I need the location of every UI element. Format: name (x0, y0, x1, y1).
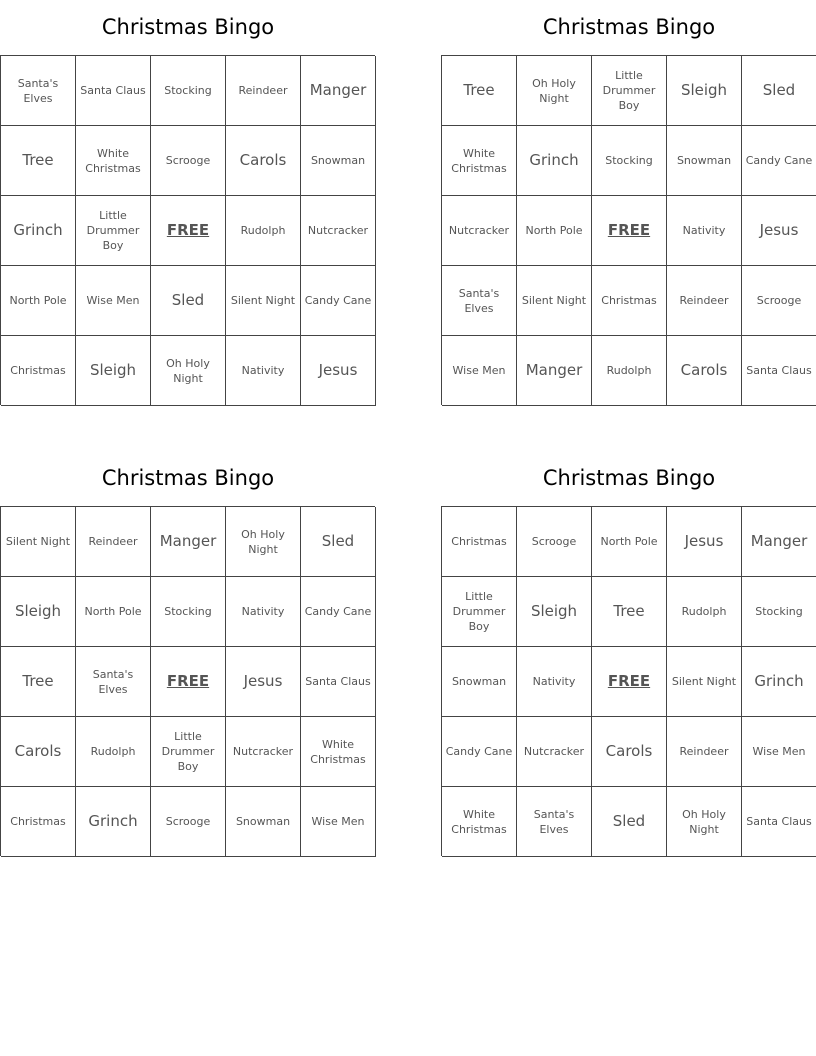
bingo-cell: Nativity (226, 577, 301, 647)
bingo-cell: Grinch (517, 126, 592, 196)
bingo-cell: Reindeer (226, 56, 301, 126)
bingo-cell: Santa Claus (742, 336, 816, 406)
bingo-cell: Rudolph (592, 336, 667, 406)
bingo-cell: Little Drummer Boy (76, 196, 151, 266)
bingo-cell: Snowman (301, 126, 376, 196)
bingo-cell: Manger (151, 507, 226, 577)
bingo-cell: Stocking (592, 126, 667, 196)
bingo-cell: Oh Holy Night (517, 56, 592, 126)
bingo-cell: Nutcracker (442, 196, 517, 266)
bingo-cell: Tree (1, 647, 76, 717)
bingo-cell: Little Drummer Boy (151, 717, 226, 787)
bingo-cell: Santa Claus (742, 787, 816, 857)
bingo-cell: Scrooge (151, 787, 226, 857)
bingo-cell: Sled (742, 56, 816, 126)
free-space: FREE (151, 196, 226, 266)
bingo-cell: Rudolph (76, 717, 151, 787)
bingo-cell: Little Drummer Boy (442, 577, 517, 647)
bingo-cell: Sleigh (76, 336, 151, 406)
bingo-grid (441, 506, 816, 856)
bingo-cell: Sleigh (667, 56, 742, 126)
bingo-cell: White Christmas (301, 717, 376, 787)
bingo-cell: Christmas (1, 787, 76, 857)
card-title: Christmas Bingo (101, 15, 275, 39)
bingo-cell: Oh Holy Night (151, 336, 226, 406)
free-space: FREE (151, 647, 226, 717)
bingo-cell: Reindeer (667, 266, 742, 336)
bingo-cell: Rudolph (667, 577, 742, 647)
bingo-cell: Scrooge (151, 126, 226, 196)
bingo-cell: Santa's Elves (517, 787, 592, 857)
card-title: Christmas Bingo (101, 466, 275, 490)
bingo-cell: North Pole (592, 507, 667, 577)
card-title: Christmas Bingo (542, 466, 716, 490)
bingo-cell: Candy Cane (301, 577, 376, 647)
bingo-cell: Manger (301, 56, 376, 126)
bingo-cell: Candy Cane (742, 126, 816, 196)
bingo-cell: Candy Cane (442, 717, 517, 787)
bingo-cell: Sleigh (1, 577, 76, 647)
bingo-cell: Nutcracker (517, 717, 592, 787)
bingo-cell: Oh Holy Night (226, 507, 301, 577)
bingo-cell: Candy Cane (301, 266, 376, 336)
bingo-cell: Nutcracker (301, 196, 376, 266)
bingo-cell: Santa's Elves (442, 266, 517, 336)
bingo-cell: Little Drummer Boy (592, 56, 667, 126)
bingo-cell: Carols (592, 717, 667, 787)
bingo-cell: Sleigh (517, 577, 592, 647)
bingo-cell: Scrooge (517, 507, 592, 577)
bingo-cell: Tree (442, 56, 517, 126)
bingo-cell: Nativity (667, 196, 742, 266)
bingo-cell: North Pole (517, 196, 592, 266)
bingo-cell: Manger (742, 507, 816, 577)
bingo-cell: Sled (592, 787, 667, 857)
bingo-cell: Nativity (517, 647, 592, 717)
bingo-cell: North Pole (76, 577, 151, 647)
bingo-cell: Tree (1, 126, 76, 196)
bingo-cell: Wise Men (442, 336, 517, 406)
bingo-cell: Nativity (226, 336, 301, 406)
bingo-cell: North Pole (1, 266, 76, 336)
bingo-cell: Silent Night (667, 647, 742, 717)
bingo-cell: White Christmas (76, 126, 151, 196)
bingo-cell: Wise Men (301, 787, 376, 857)
bingo-cell: Reindeer (667, 717, 742, 787)
bingo-cell: Wise Men (742, 717, 816, 787)
bingo-cell: Scrooge (742, 266, 816, 336)
bingo-cell: Snowman (667, 126, 742, 196)
bingo-cell: Snowman (226, 787, 301, 857)
bingo-cell: Nutcracker (226, 717, 301, 787)
bingo-cell: White Christmas (442, 126, 517, 196)
bingo-cell: Silent Night (517, 266, 592, 336)
bingo-cell: Tree (592, 577, 667, 647)
bingo-cell: Santa Claus (301, 647, 376, 717)
bingo-cell: Christmas (442, 507, 517, 577)
bingo-cell: Jesus (226, 647, 301, 717)
bingo-cell: Rudolph (226, 196, 301, 266)
bingo-cell: Grinch (742, 647, 816, 717)
bingo-cell: Silent Night (226, 266, 301, 336)
bingo-cell: White Christmas (442, 787, 517, 857)
bingo-cell: Manger (517, 336, 592, 406)
bingo-cell: Stocking (742, 577, 816, 647)
bingo-cell: Wise Men (76, 266, 151, 336)
bingo-cell: Silent Night (1, 507, 76, 577)
bingo-cell: Sled (301, 507, 376, 577)
bingo-cell: Oh Holy Night (667, 787, 742, 857)
bingo-cell: Jesus (301, 336, 376, 406)
bingo-cell: Christmas (592, 266, 667, 336)
bingo-cell: Santa's Elves (1, 56, 76, 126)
bingo-grid (441, 55, 816, 405)
card-title: Christmas Bingo (542, 15, 716, 39)
bingo-cell: Grinch (1, 196, 76, 266)
bingo-cell: Santa's Elves (76, 647, 151, 717)
free-space: FREE (592, 196, 667, 266)
bingo-cell: Stocking (151, 56, 226, 126)
bingo-cell: Carols (226, 126, 301, 196)
free-space: FREE (592, 647, 667, 717)
bingo-grid (0, 506, 375, 856)
bingo-cell: Christmas (1, 336, 76, 406)
bingo-grid (0, 55, 375, 405)
bingo-cell: Sled (151, 266, 226, 336)
bingo-cell: Jesus (667, 507, 742, 577)
bingo-cell: Carols (667, 336, 742, 406)
bingo-cell: Stocking (151, 577, 226, 647)
bingo-cell: Grinch (76, 787, 151, 857)
bingo-cell: Jesus (742, 196, 816, 266)
bingo-cell: Santa Claus (76, 56, 151, 126)
bingo-cell: Reindeer (76, 507, 151, 577)
bingo-cell: Carols (1, 717, 76, 787)
bingo-cell: Snowman (442, 647, 517, 717)
